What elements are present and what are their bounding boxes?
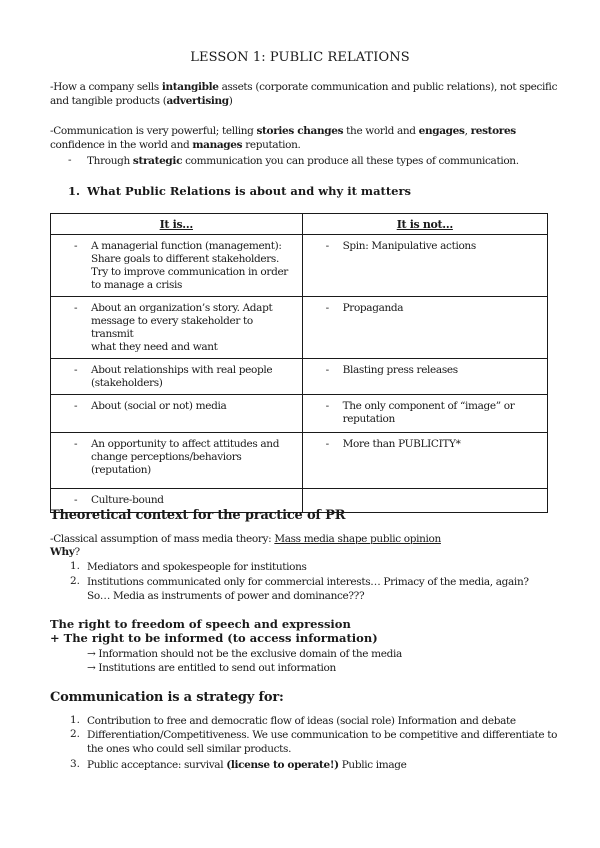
it-is-not-cell bbox=[302, 395, 547, 433]
bold-text: engages bbox=[418, 125, 465, 137]
cell-text: The only component of “image” or bbox=[342, 400, 515, 412]
it-is-cell bbox=[51, 235, 303, 297]
bullet-dash: - bbox=[325, 302, 329, 314]
bullet-dash: - bbox=[325, 364, 329, 376]
list-number: 1. bbox=[70, 560, 81, 572]
header-label: It is not… bbox=[396, 217, 453, 231]
cell-content bbox=[51, 395, 302, 417]
column-header bbox=[302, 214, 547, 235]
bullet-dash: - bbox=[74, 364, 78, 376]
theory-line bbox=[50, 532, 441, 546]
bold-text: advertising bbox=[166, 95, 229, 107]
text: and tangible products ( bbox=[50, 95, 167, 107]
text: reputation. bbox=[242, 139, 301, 151]
list-item bbox=[87, 560, 307, 574]
cell-text: Blasting press releases bbox=[342, 364, 458, 376]
column-header bbox=[51, 214, 303, 235]
cell-content bbox=[51, 297, 302, 358]
list-item-text: Public acceptance: survival bbox=[87, 759, 227, 771]
cell-text: About an organization’s story. Adapt bbox=[91, 302, 273, 314]
bullet-dash: - bbox=[74, 494, 78, 506]
text: confidence in the world and bbox=[50, 139, 193, 151]
cell-text: change perceptions/behaviors bbox=[91, 451, 242, 463]
table-row bbox=[51, 395, 548, 433]
table-row bbox=[51, 359, 548, 395]
cell-content bbox=[303, 359, 547, 381]
list-item-text: Contribution to free and democratic flow of ideas (social role) Information and debate bbox=[87, 715, 516, 727]
cell-content bbox=[51, 235, 302, 296]
rights-arrow-2: → Institutions are entitled to send out information bbox=[87, 662, 336, 674]
bold-text: strategic bbox=[132, 155, 183, 167]
list-item bbox=[87, 758, 407, 772]
text: , bbox=[464, 125, 471, 137]
bold-text: manages bbox=[192, 139, 243, 151]
cell-content bbox=[51, 359, 302, 394]
text: -Classical assumption of mass media theory: bbox=[50, 533, 275, 545]
bold-text: stories changes bbox=[256, 125, 344, 137]
bullet-dash: - bbox=[325, 240, 329, 252]
cell-text: About relationships with real people bbox=[91, 364, 273, 376]
text: communication you can produce all these types of communication. bbox=[182, 155, 519, 167]
cell-content bbox=[303, 297, 547, 319]
rights-line-1: The right to freedom of speech and expression bbox=[50, 617, 351, 631]
intro-bullet bbox=[87, 154, 519, 168]
cell-text: (stakeholders) bbox=[91, 377, 163, 389]
cell-text: (reputation) bbox=[91, 464, 151, 476]
bullet-dash: - bbox=[74, 302, 78, 314]
bullet-dash: - bbox=[74, 240, 78, 252]
text: ) bbox=[228, 95, 233, 107]
it-is-cell bbox=[51, 359, 303, 395]
list-item-text: Institutions communicated only for commercial interests… Primacy of the media, again? bbox=[87, 576, 529, 588]
cell-text: More than PUBLICITY* bbox=[342, 438, 461, 450]
bullet-dash: - bbox=[74, 438, 78, 450]
table-header-row bbox=[51, 214, 548, 235]
it-is-not-cell bbox=[302, 359, 547, 395]
cell-text: Culture-bound bbox=[91, 494, 164, 506]
list-number: 1. bbox=[70, 714, 81, 726]
text: assets (corporate communication and public relations), not specific bbox=[218, 81, 558, 93]
bold-text: restores bbox=[470, 125, 516, 137]
cell-text: Share goals to different stakeholders. bbox=[91, 253, 279, 265]
cell-text: About (social or not) media bbox=[91, 400, 227, 412]
strategy-heading: Communication is a strategy for: bbox=[50, 690, 284, 705]
bullet-dash: - bbox=[325, 438, 329, 450]
table-body bbox=[51, 235, 548, 513]
rights-arrow-1: → Information should not be the exclusive domain of the media bbox=[87, 648, 402, 660]
bullet-dash: - bbox=[74, 400, 78, 412]
list-item bbox=[87, 714, 516, 728]
cell-text: A managerial function (management): bbox=[91, 240, 282, 252]
table-row bbox=[51, 235, 548, 297]
list-number: 2. bbox=[70, 575, 81, 587]
bullet-dash: - bbox=[68, 154, 72, 166]
list-item-text: Public image bbox=[338, 759, 407, 771]
pr-table bbox=[50, 213, 548, 513]
list-item bbox=[87, 728, 557, 756]
page-title: LESSON 1: PUBLIC RELATIONS bbox=[190, 50, 410, 65]
cell-text: what they need and want bbox=[91, 341, 218, 353]
it-is-not-cell bbox=[302, 235, 547, 297]
rights-line-2: + The right to be informed (to access information) bbox=[50, 631, 378, 645]
bullet-dash: - bbox=[325, 400, 329, 412]
text: -How a company sells bbox=[50, 81, 162, 93]
bold-text: Why bbox=[50, 546, 75, 558]
cell-text: Try to improve communication in order bbox=[91, 266, 288, 278]
table-row bbox=[51, 433, 548, 489]
cell-text: An opportunity to affect attitudes and bbox=[91, 438, 280, 450]
intro-paragraph-1 bbox=[50, 80, 557, 108]
it-is-not-cell bbox=[302, 297, 547, 359]
text: Through bbox=[87, 155, 133, 167]
it-is-cell bbox=[51, 433, 303, 489]
underlined-text: Mass media shape public opinion bbox=[274, 533, 441, 545]
list-item-text: the ones who could sell similar products. bbox=[87, 743, 292, 755]
section-heading: What Public Relations is about and why it matters bbox=[87, 184, 411, 198]
header-label: It is… bbox=[159, 217, 193, 231]
list-item-text: So… Media as instruments of power and dominance??? bbox=[87, 590, 365, 602]
text: the world and bbox=[343, 125, 419, 137]
section-number: 1. bbox=[68, 184, 81, 198]
cell-content bbox=[303, 433, 547, 455]
text: -Communication is very powerful; telling bbox=[50, 125, 257, 137]
cell-text: Spin: Manipulative actions bbox=[342, 240, 476, 252]
cell-content bbox=[51, 433, 302, 481]
cell-text: Propaganda bbox=[342, 302, 404, 314]
intro-paragraph-2 bbox=[50, 124, 516, 152]
text: ? bbox=[74, 546, 80, 558]
cell-text: reputation bbox=[342, 413, 395, 425]
list-item bbox=[87, 575, 529, 603]
cell-text: to manage a crisis bbox=[91, 279, 183, 291]
cell-content bbox=[303, 395, 547, 430]
it-is-not-cell bbox=[302, 433, 547, 489]
table-row bbox=[51, 297, 548, 359]
cell-text: message to every stakeholder to transmit bbox=[91, 315, 253, 340]
bold-text: intangible bbox=[161, 81, 219, 93]
theory-heading: Theoretical context for the practice of PR bbox=[50, 508, 346, 523]
bold-text: (license to operate!) bbox=[226, 759, 339, 771]
list-item-text: Differentiation/Competitiveness. We use communication to be competitive and differentiate to bbox=[87, 729, 558, 741]
it-is-cell bbox=[51, 395, 303, 433]
it-is-cell bbox=[51, 297, 303, 359]
list-item-text: Mediators and spokespeople for institutions bbox=[87, 561, 307, 573]
why-line bbox=[50, 545, 80, 559]
cell-content bbox=[303, 235, 547, 257]
list-number: 3. bbox=[70, 758, 81, 770]
list-number: 2. bbox=[70, 728, 81, 740]
